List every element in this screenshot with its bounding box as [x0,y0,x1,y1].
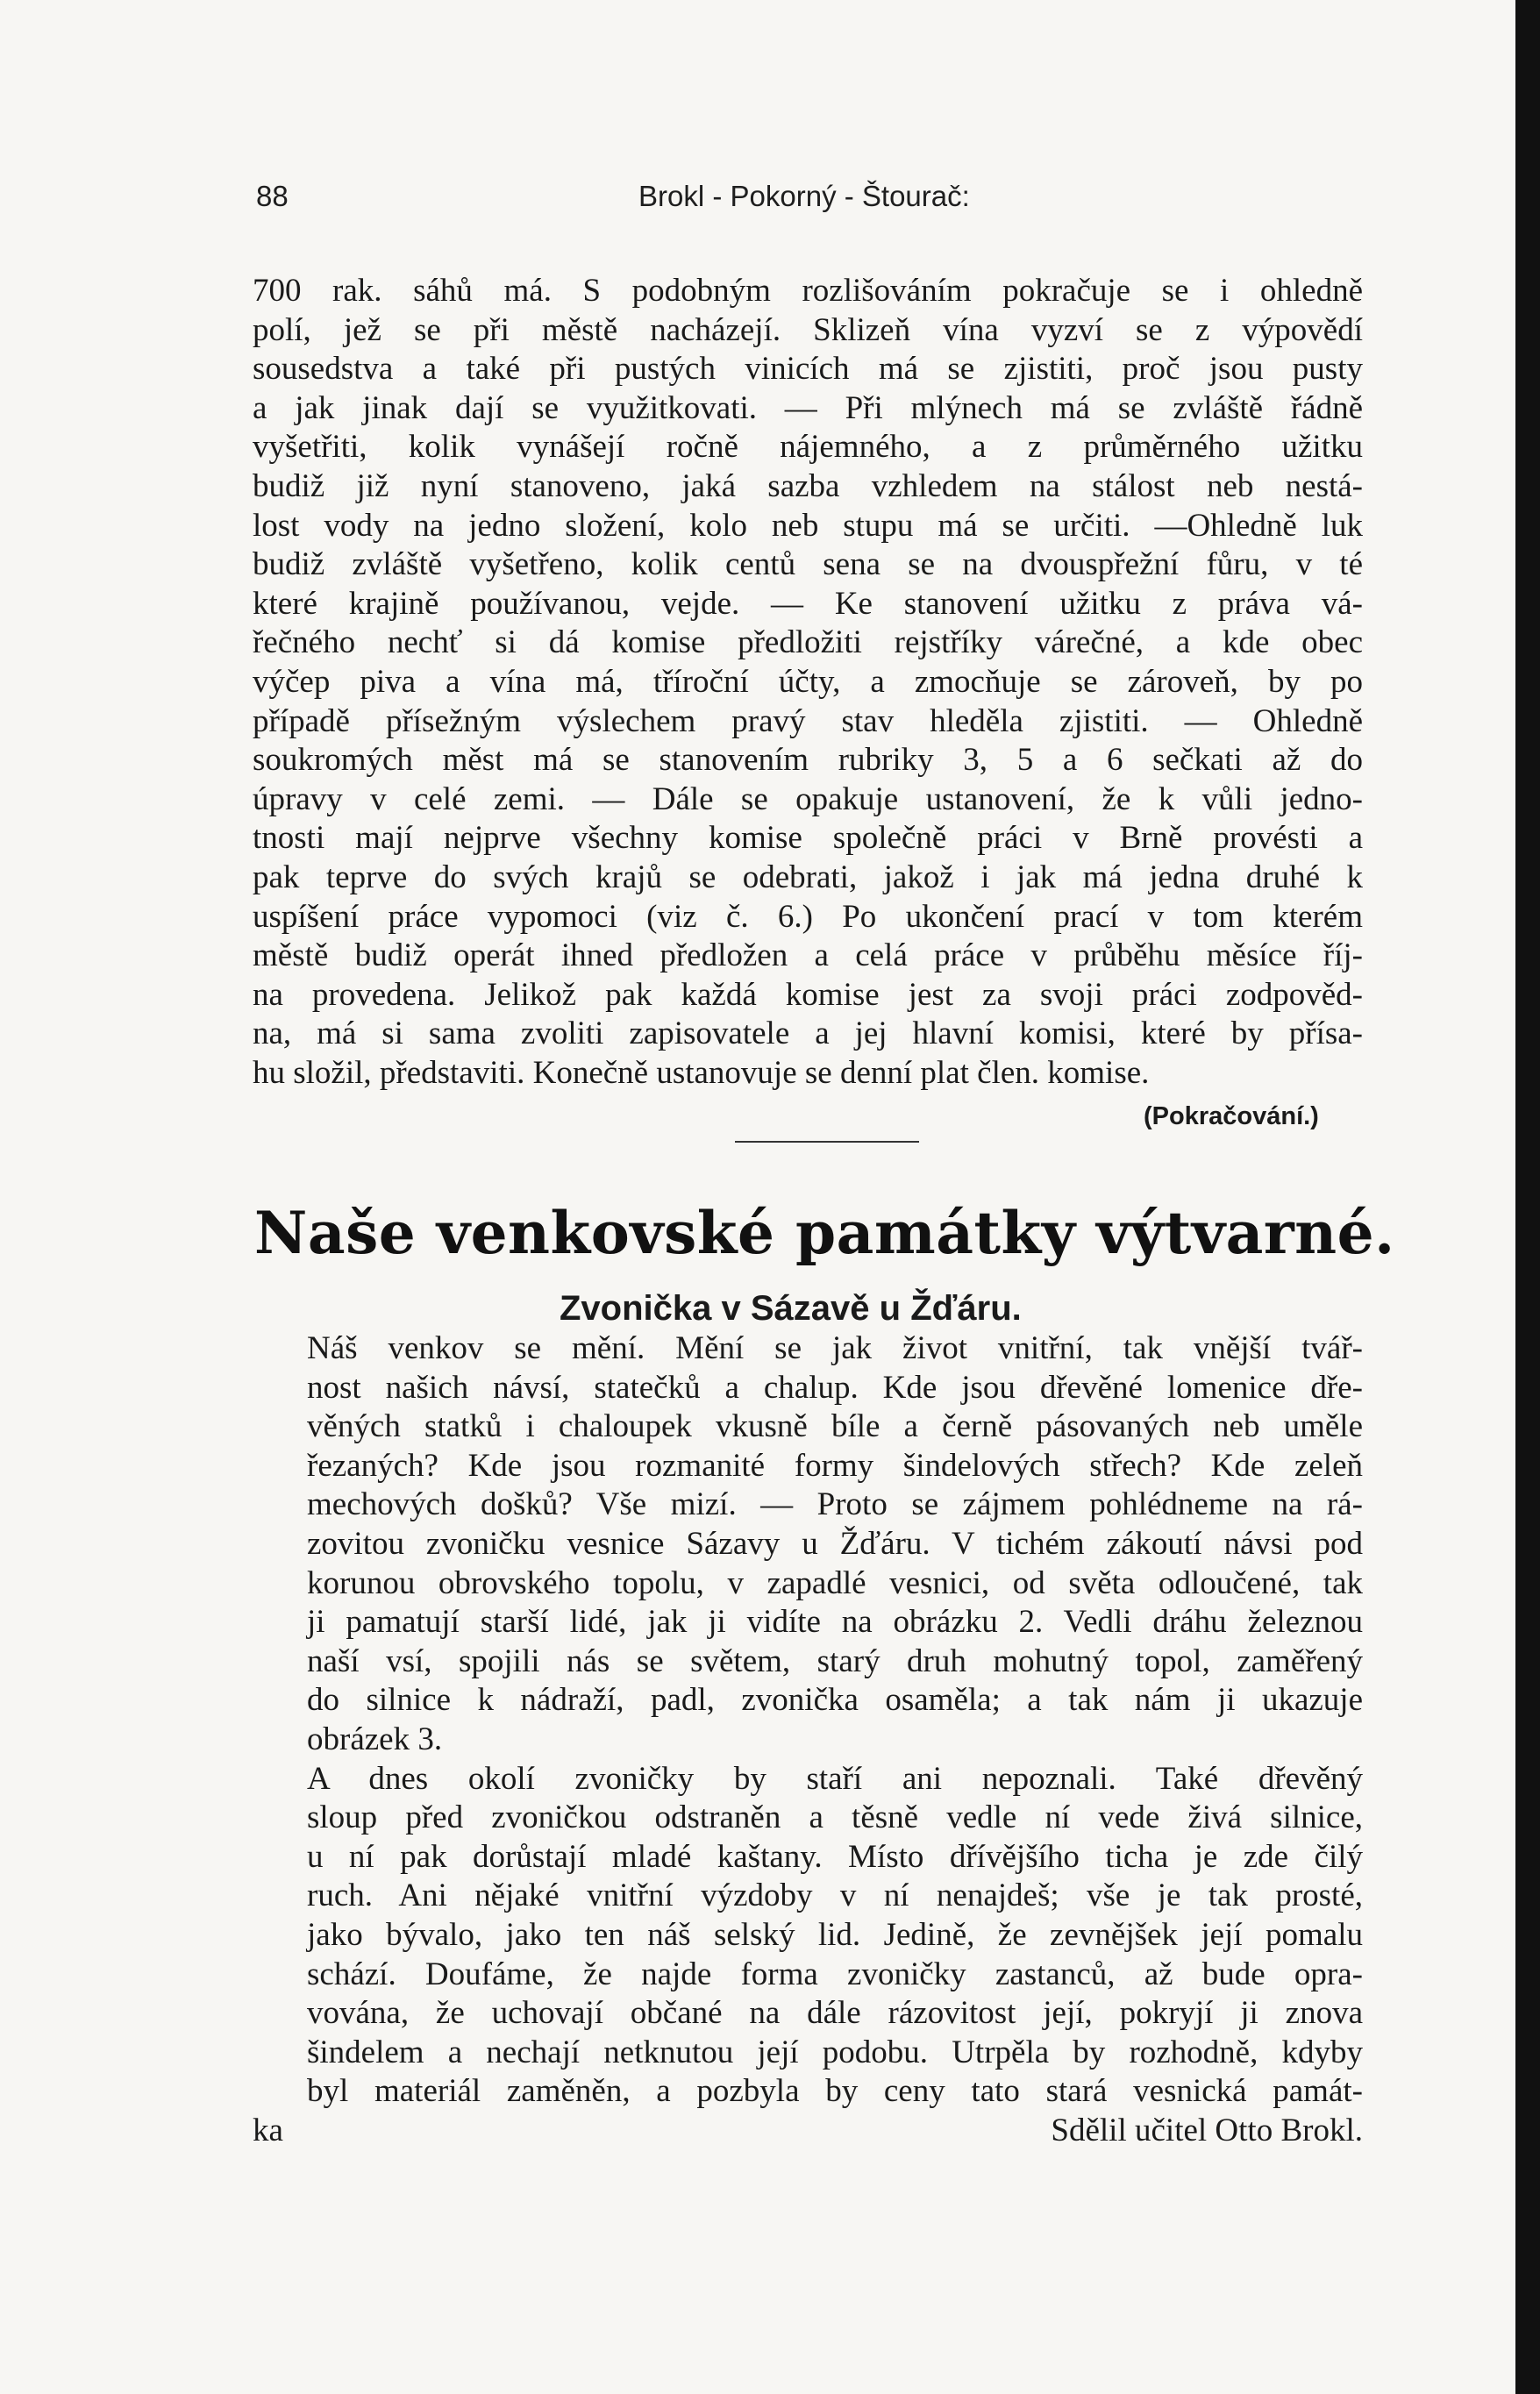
text-line: na, má si sama zvoliti zapisovatele a jej hlavní komisi, které by přísa- [253,1015,1363,1052]
section1-continued-text [253,272,1363,1093]
text-line: věných statků i chaloupek vkusně bíle a černě pásovaných neb uměle [307,1408,1363,1445]
text-line: úpravy v celé zemi. — Dále se opakuje ustanovení, že k vůli jedno- [253,780,1363,817]
text-line: schází. Doufáme, že najde forma zvoničky zastanců, až bude opra- [307,1956,1363,1992]
article-paragraph-2 [253,1760,1363,2112]
continuation-note: (Pokračování.) [1144,1102,1319,1130]
text-line: nost našich návsí, statečků a chalup. Kde jsou dřevěné lomenice dře- [307,1369,1363,1406]
article-paragraph-1 [253,1329,1363,1760]
article-title: Naše venkovské památky výtvarné. [254,1199,1395,1267]
text-line: tnosti mají nejprve všechny komise společně práci v Brně provésti a [253,820,1363,857]
text-line: A dnes okolí zvoničky by staří ani nepoznali. Také dřevěný [307,1760,1363,1797]
scan-border [1515,0,1540,2394]
text-line: mechových došků? Vše mizí. — Proto se zájmem pohlédneme na rá- [307,1486,1363,1523]
article-body [253,1329,1363,2150]
signature-row [253,2112,1363,2151]
text-line: byl materiál zaměněn, a pozbyla by ceny tato stará vesnická památ- [307,2073,1363,2110]
running-head-authors: Brokl - Pokorný - Štourač: [638,180,970,212]
text-line: korunou obrovského topolu, v zapadlé vesnici, od světa odloučené, tak [307,1564,1363,1601]
section-divider [735,1141,919,1143]
text-line: naší vsí, spojili nás se světem, starý druh mohutný topol, zaměřený [307,1642,1363,1679]
running-header [256,177,1063,216]
text-line: pak teprve do svých krajů se odebrati, jakož i jak má jedna druhé k [253,859,1363,895]
text-line: řečného nechť si dá komise předložiti rejstříky várečné, a kde obec [253,624,1363,661]
text-line: a jak jinak dají se využitkovati. — Při mlýnech má se zvláště řádně [253,389,1363,426]
text-line: sloup před zvoničkou odstraněn a těsně vedle ní vede živá silnice, [307,1799,1363,1836]
text-line: Náš venkov se mění. Mění se jak život vnitřní, tak vnější tvář- [307,1330,1363,1366]
text-line: uspíšení práce vypomoci (viz č. 6.) Po ukončení prací v tom kterém [253,898,1363,935]
text-line: budiž zvláště vyšetřeno, kolik centů sena se na dvouspřežní fůru, v té [253,546,1363,583]
text-line: soukromých měst má se stanovením rubriky 3, 5 a 6 sečkati až do [253,742,1363,779]
text-line: do silnice k nádraží, padl, zvonička osaměla; a tak nám ji ukazuje [307,1682,1363,1719]
text-line: obrázek 3. [307,1721,443,1757]
text-line: sousedstva a také při pustých vinicích má se zjistiti, proč jsou pusty [253,351,1363,388]
text-line: vyšetřiti, kolik vynášejí ročně nájemného, a z průměrného užitku [253,429,1363,466]
text-line: zovitou zvoničku vesnice Sázavy u Žďáru. V tichém zákoutí návsi pod [307,1525,1363,1562]
text-line: výčep piva a vína má, tříroční účty, a zmocňuje se zároveň, by po [253,663,1363,700]
text-line: 700 rak. sáhů má. S podobným rozlišováním pokračuje se i ohledně [253,273,1363,309]
text-line: u ní pak dorůstají mladé kaštany. Místo dřívějšího ticha je zde čilý [307,1838,1363,1875]
text-line-fragment: ka [253,2112,283,2148]
text-line: budiž již nyní stanoveno, jaká sazba vzhledem na stálost neb nestá- [253,467,1363,504]
article-subtitle: Zvonička v Sázavě u Žďáru. [560,1289,1022,1328]
text-line: které krajině používanou, vejde. — Ke stanovení užitku z práva vá- [253,585,1363,622]
text-line: ji pamatují starší lidé, jak ji vidíte na obrázku 2. Vedli dráhu železnou [307,1604,1363,1641]
text-line: šindelem a nechají netknutou její podobu. Utrpěla by rozhodně, kdyby [307,2034,1363,2070]
page-number: 88 [256,180,289,212]
author-signature: Sdělil učitel Otto Brokl. [1051,2112,1363,2148]
text-line: řezaných? Kde jsou rozmanité formy šindelových střech? Kde zeleň [307,1447,1363,1484]
text-line: městě budiž operát ihned předložen a celá práce v průběhu měsíce říj- [253,937,1363,974]
text-line: ruch. Ani nějaké vnitřní výzdoby v ní nenajdeš; vše je tak prosté, [307,1877,1363,1914]
text-line: případě přísežným výslechem pravý stav hleděla zjistiti. — Ohledně [253,702,1363,739]
text-line: vována, že uchovají občané na dále rázovitost její, pokryjí ji znova [307,1995,1363,2032]
text-line: polí, jež se při městě nacházejí. Sklizeň vína vyzví se z výpovědí [253,311,1363,348]
text-line: hu složil, představiti. Konečně ustanovuje se denní plat člen. komise. [253,1054,1150,1091]
text-line: lost vody na jedno složení, kolo neb stupu má se určiti. —Ohledně luk [253,507,1363,544]
section1-paragraph [253,272,1363,1093]
text-line: na provedena. Jelikož pak každá komise jest za svoji práci zodpověd- [253,976,1363,1013]
text-line: jako bývalo, jako ten náš selský lid. Jedině, že zevnějšek její pomalu [307,1916,1363,1953]
